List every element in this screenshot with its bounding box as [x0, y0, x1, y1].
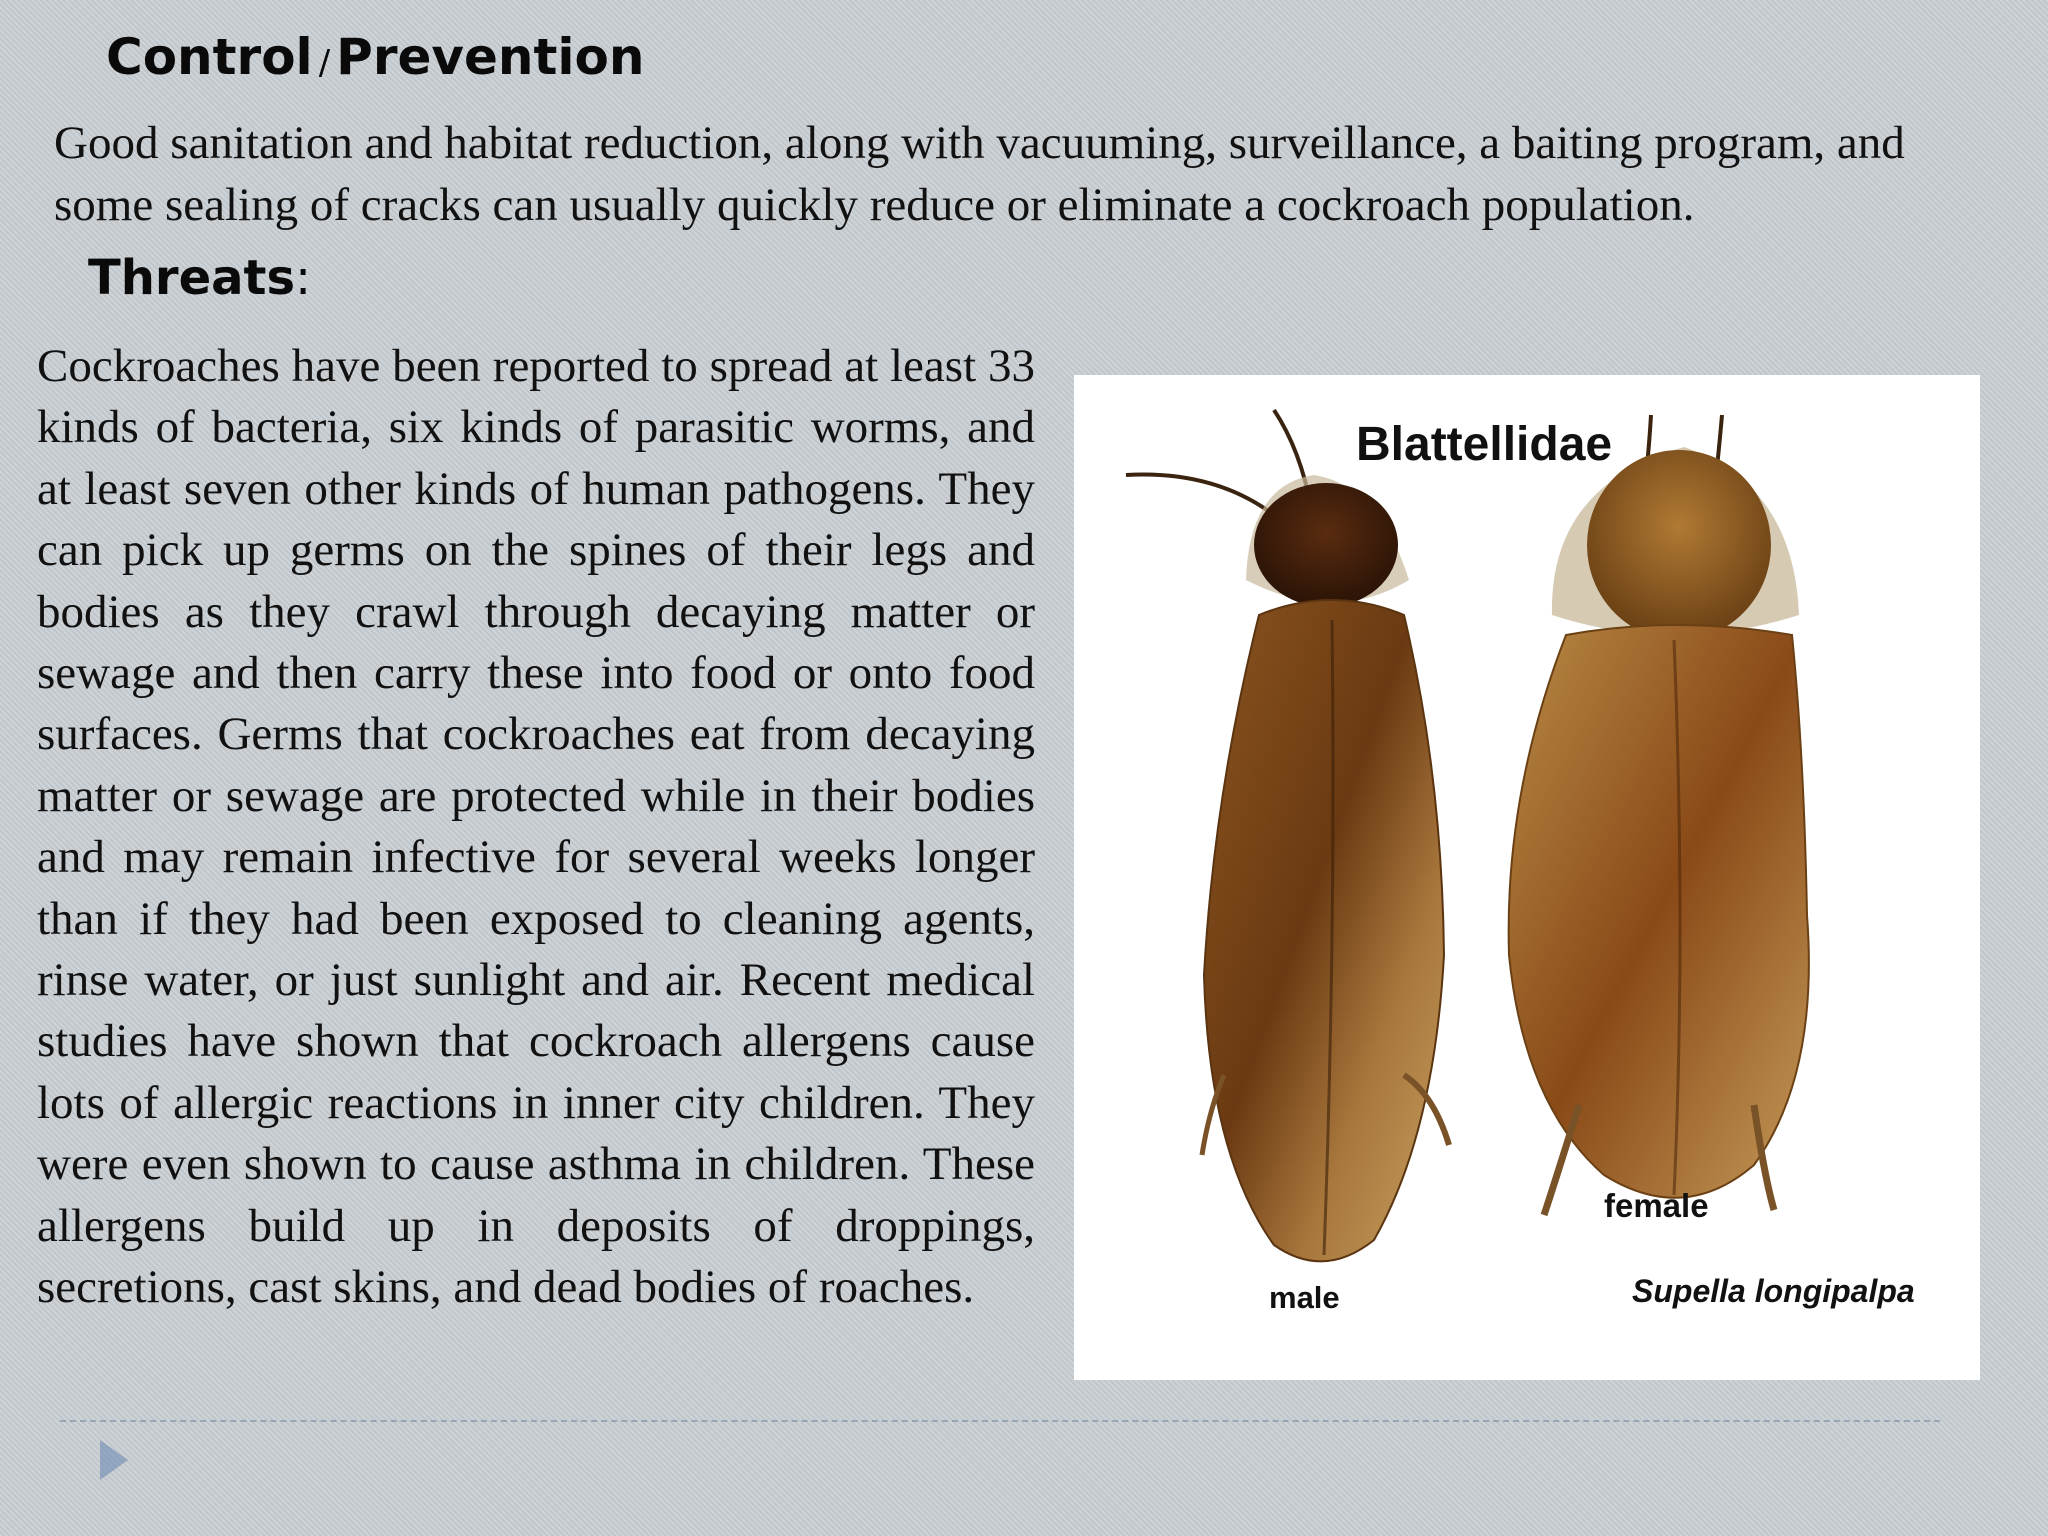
family-label: Blattellidae	[1356, 418, 1613, 471]
threats-heading-colon: :	[295, 250, 312, 306]
male-antenna-left	[1126, 475, 1274, 516]
species-label: Supella longipalpa	[1632, 1273, 1915, 1309]
threats-paragraph: Cockroaches have been reported to spread at least 33 kinds of bacteria, six kinds of parasitic worms, and at least seven other kinds of human pathogens. They can pick up germs on the spines of their legs and bodies as they crawl through decaying matter or sewage and then carry these into food or onto food surfaces. Germs that cockroaches eat from decaying matter or sewage are protected while in their bodies and may remain infective for several weeks longer than if they had been exposed to cleaning agents, rinse water, or just sunlight and air. Recent medical studies have shown that cockroach allergens cause lots of allergic reactions in inner city children. They were even shown to cause asthma in children. These allergens build up in deposits of droppings, secretions, cast skins, and dead bodies of roaches.	[37, 340, 1035, 1314]
heading-separator: /	[318, 43, 331, 83]
female-label: female	[1604, 1187, 1709, 1224]
male-cockroach	[1126, 410, 1449, 1261]
prevention-heading-word: Prevention	[336, 28, 645, 86]
male-wings	[1204, 600, 1444, 1261]
threats-heading-word: Threats	[88, 250, 296, 306]
cockroach-specimen-figure	[1074, 375, 1980, 1380]
female-wings	[1509, 625, 1809, 1198]
slide-arrow-icon	[100, 1440, 128, 1480]
threats-heading	[88, 250, 311, 306]
control-paragraph: Good sanitation and habitat reduction, along with vacuuming, surveillance, a baiting program, and some sealing of cracks can usually quickly reduce or eliminate a cockroach population.	[54, 117, 1905, 231]
cockroach-illustration	[1074, 375, 1980, 1380]
male-label: male	[1269, 1280, 1340, 1315]
control-prevention-heading	[106, 28, 644, 86]
female-cockroach	[1509, 415, 1809, 1215]
male-head	[1254, 483, 1398, 607]
female-head	[1587, 450, 1771, 640]
slide-divider	[60, 1420, 1940, 1422]
control-heading-word: Control	[106, 28, 313, 86]
